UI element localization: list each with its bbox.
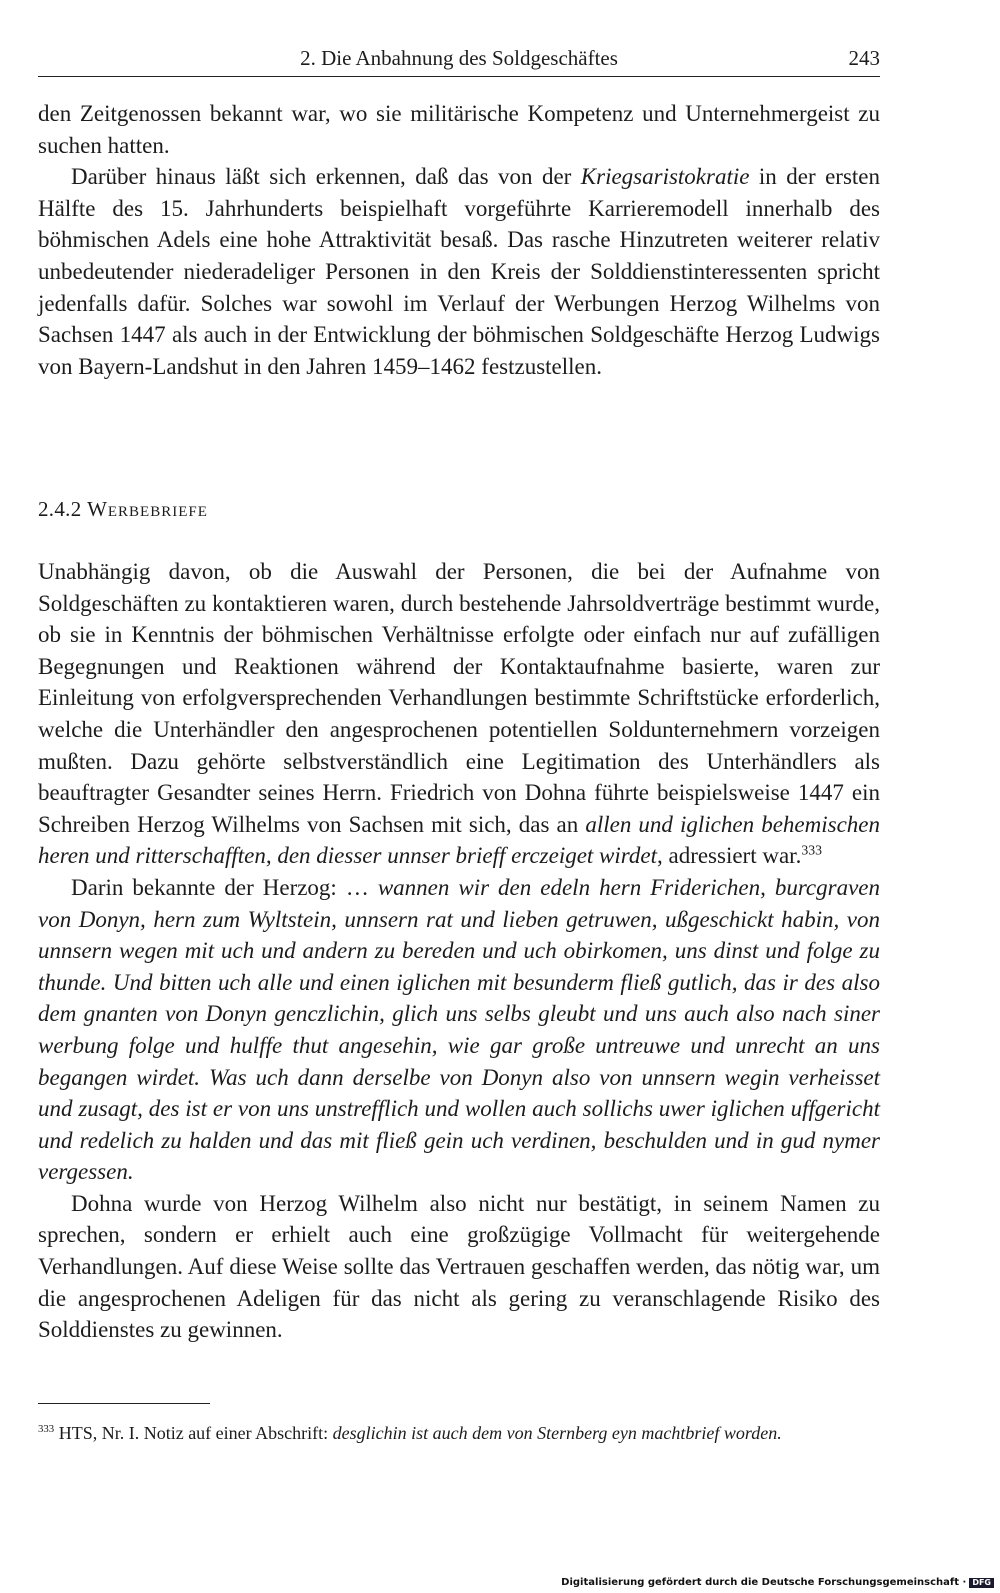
text-run: Dohna wurde von Herzog Wilhelm also nicht nur bestätigt, in seinem Namen zu sprechen, sondern er erhielt auch eine großzügige Vollmacht für weitergehende Verhandlungen. Auf diese Weise sollte das Vertrauen geschaffen werden, das nötig war, um die angesprochenen Adeligen für das nicht als gering zu veranschlagende Risiko des Solddienstes zu gewinnen. [38,1190,880,1343]
paragraph-p4 [38,872,880,1188]
body-text-top [38,98,880,382]
page-number: 243 [848,46,880,70]
section-number: 2.4.2 [38,497,82,521]
text-run: Darüber hinaus läßt sich erkennen, daß das von der [71,164,581,190]
footnote-marker: 333 [38,1423,55,1435]
italic-quote: Kriegsaristokratie [580,164,750,190]
paragraph-p5 [38,1188,880,1346]
text-run: , adressiert war. [656,843,802,869]
italic-quote: allen und iglichen behemischen heren und ritterschafften, den diesser unnser brieff erczeiget wirdet [38,811,880,869]
italic-quote: wannen wir den edeln hern Friderichen, burcgraven von Donyn, hern zum Wyltstein, unnsern rat und lieben getruwen, ußgeschickt habin, von unnsern wegen mit uch und andern zu bereden und uch obirkomen, uns dinst und folge zu thunde. Und bitten uch alle und einen iglichen mit besunderm fließ gutlich, das ir des also dem gnanten von Donyn genczlichin, glich uns selbs gleubt und uns auch also nach siner werbung folge und hulffe thut angesehin, wie gar große untreuwe und unrecht an uns begangen wirdet. Was uch dann derselbe von Donyn also von unnsern wegin verheisset und zusagt, des ist er von uns unstrefflich und wollen auch sollichs uwer iglichen uffgericht und redelich zu halden und das mit fließ gein uch verdinen, beschulden und in gud nymer vergessen. [38,874,881,1185]
footnote-reference: 333 [801,842,823,858]
footnote-rule [38,1403,210,1404]
body-text-main [38,556,880,1346]
text-run: Darin bekannte der Herzog: … [71,874,378,900]
text-run: Unabhängig davon, ob die Auswahl der Personen, die bei der Aufnahme von Soldgeschäften zu kontaktieren waren, durch bestehende Jahrsoldverträge bestimmt wurde, ob sie in Kenntnis der böhmischen Verhältnisse erfolgte oder einfach nur auf zufälligen Begegnungen und Reaktionen während der Kontaktaufnahme basierte, waren zur Einleitung von erfolgversprechenden Verhandlungen bestimmte Schriftstücke erforderlich, welche die Unterhändler den angesprochenen potentiellen Soldunternehmern vorzeigen mußten. Dazu gehörte selbstverständlich eine Legitimation des Unterhändlers als beauftragter Gesandter seines Herrn. Friedrich von Dohna führte beispielsweise 1447 ein Schreiben Herzog Wilhelms von Sachsen mit sich, das an [38,559,880,837]
digitization-credit [561,1576,994,1590]
text-run: den Zeitgenossen bekannt war, wo sie militärische Kompetenz und Unternehmergeist zu suchen hatten. [38,101,880,158]
paragraph-p1 [38,98,880,161]
running-head [38,44,880,74]
footnote-text: HTS, Nr. I. Notiz auf einer Abschrift: [54,1423,333,1443]
text-run: in der ersten Hälfte des 15. Jahrhunderts beispielhaft vorgeführte Karrieremodell innerhalb des böhmischen Adels eine hohe Attraktivität besaß. Das rasche Hinzutreten weiterer relativ unbedeutender niederadeliger Personen in den Kreis der Solddienstinteressenten spricht jedenfalls dafür. Solches war sowohl im Verlauf der Werbungen Herzog Wilhelms von Sachsen 1447 als auch in der Entwicklung der böhmischen Soldgeschäfte Herzog Ludwigs von Bayern-Landshut in den Jahren 1459–1462 festzustellen. [38,164,880,379]
section-heading [38,495,208,523]
dfg-logo: DFG [969,1578,994,1588]
credit-text: Digitalisierung gefördert durch die Deutsche Forschungsgemeinschaft · [561,1577,967,1588]
running-head-title: 2. Die Anbahnung des Soldgeschäftes [300,46,618,70]
footnote-quote: desglichin ist auch dem von Sternberg eyn machtbrief worden. [332,1423,782,1443]
section-title: Werbebriefe [87,497,208,521]
paragraph-p2 [38,161,880,382]
paragraph-p3 [38,556,880,872]
footnote [38,1420,898,1446]
header-rule [38,76,880,77]
